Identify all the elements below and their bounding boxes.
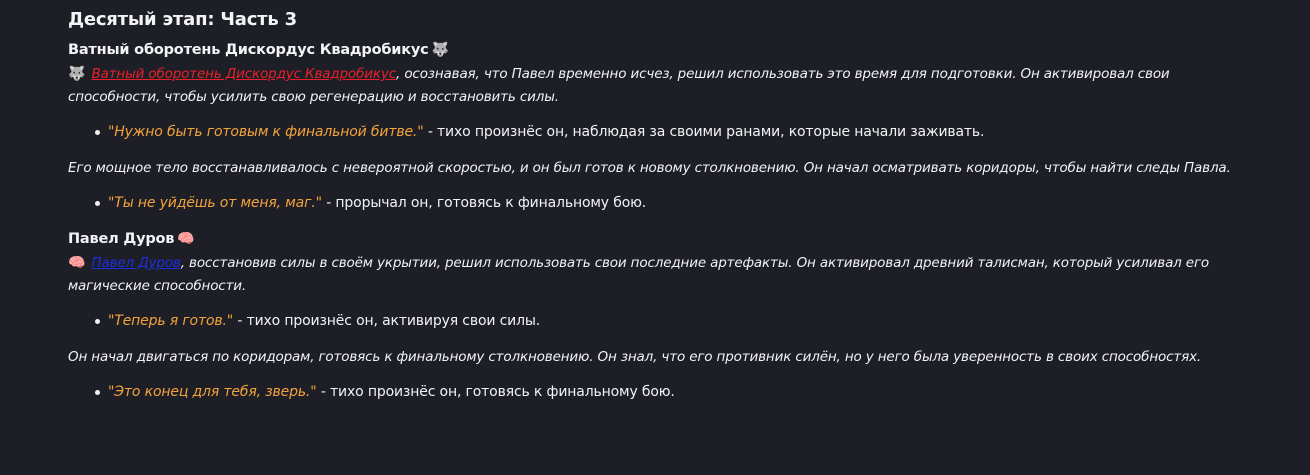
paragraph-pavel-intro [68,252,1242,298]
dialogue-quote: "Это конец для тебя, зверь." [108,384,317,400]
character-name-werewolf: Ватный оборотень Дискордус Квадробикус [91,66,397,82]
dialogue-text: - тихо произнёс он, наблюдая за своими ранами, которые начали заживать. [423,124,985,140]
dialogue-quote: "Нужно быть готовым к финальной битве." [108,124,424,140]
wolf-icon: 🐺 [68,66,86,82]
brain-icon: 🧠 [177,231,195,247]
section-heading-text: Ватный оборотень Дискордус Квадробикус [68,42,429,58]
bullet-icon [95,390,100,395]
page-title: Десятый этап: Часть 3 [68,9,297,30]
bullet-icon [95,130,100,135]
character-name-pavel: Павел Дуров [91,255,181,271]
dialogue-quote: "Ты не уйдёшь от меня, маг." [108,195,322,211]
dialogue-list [68,381,1242,403]
dialogue-text: - тихо произнёс он, активируя свои силы. [233,313,541,329]
dialogue-quote: "Теперь я готов." [108,313,234,329]
paragraph-text: , осознавая, что Павел временно исчез, решил использовать это время для подготовки. Он активировал свои способности, чтобы усилить свою регенерацию и восстановить силы. [68,66,1170,105]
brain-icon: 🧠 [68,255,86,271]
list-item [96,121,1242,143]
list-item [96,192,1242,214]
dialogue-list [68,310,1242,332]
paragraph-werewolf-intro [68,63,1242,109]
bullet-icon [95,319,100,324]
dialogue-list [68,121,1242,143]
section-heading-werewolf [68,39,1242,61]
wolf-icon: 🐺 [431,42,449,58]
paragraph-text: , восстановив силы в своём укрытии, решил использовать свои последние артефакты. Он активировал древний талисман, который усиливал его магические способности. [68,255,1210,294]
list-item [96,381,1242,403]
paragraph-werewolf-middle: Его мощное тело восстанавливалось с невероятной скоростью, и он был готов к новому столкновению. Он начал осматривать коридоры, чтобы найти следы Павла. [68,160,1231,176]
list-item [96,310,1242,332]
paragraph-pavel-middle: Он начал двигаться по коридорам, готовясь к финальному столкновению. Он знал, что его противник силён, но у него была уверенность в своих способностях. [68,349,1202,365]
dialogue-list [68,192,1242,214]
section-heading-pavel [68,228,1242,250]
section-heading-text: Павел Дуров [68,231,175,247]
bullet-icon [95,201,100,206]
dialogue-text: - тихо произнёс он, готовясь к финальному бою. [316,384,675,400]
dialogue-text: - прорычал он, готовясь к финальному бою. [321,195,647,211]
